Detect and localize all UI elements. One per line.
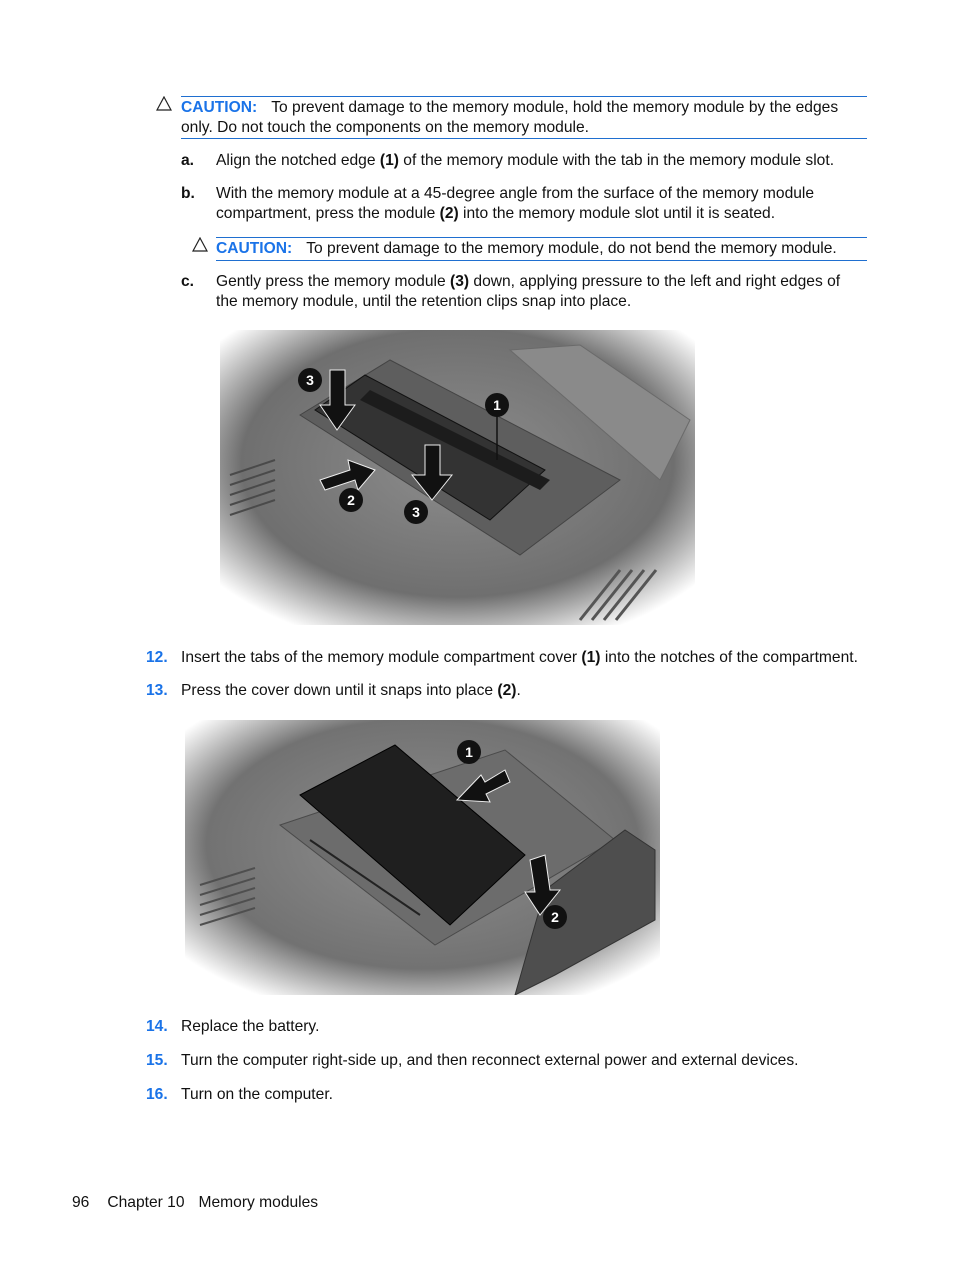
callout-number: 3: [306, 372, 314, 388]
caution-icon: [192, 237, 208, 258]
step-letter: a.: [181, 152, 195, 169]
page-footer: [72, 1193, 336, 1213]
step-text: Turn on the computer.: [181, 1086, 333, 1103]
step-letter: c.: [181, 273, 195, 290]
callout-3a: [298, 368, 322, 392]
caution-box: [181, 96, 867, 139]
page-number: 96: [72, 1194, 90, 1211]
callout-2: [339, 488, 363, 512]
step-text-part: Insert the tabs of the memory module compartment cover: [181, 649, 582, 666]
step-text: [181, 681, 861, 701]
step-number: 15.: [146, 1052, 168, 1069]
callout-1: [485, 393, 509, 417]
figure-svg: [220, 330, 695, 625]
step-number: 16.: [146, 1086, 168, 1103]
callout-3b: [404, 500, 428, 524]
chapter-title: Memory modules: [198, 1194, 319, 1211]
step-text-part: With the memory module at a 45-degree angle from the surface of the memory module compartment, press the module: [216, 185, 815, 222]
step-callout-ref: (1): [379, 152, 399, 169]
step-text-part: of the memory module with the tab in the memory module slot.: [398, 152, 835, 169]
figure-svg: [185, 720, 660, 995]
step-number: 12.: [146, 649, 168, 666]
step-text: Turn the computer right-side up, and then reconnect external power and external devices.: [181, 1052, 799, 1069]
step-number: 13.: [146, 682, 168, 699]
step-callout-ref: (3): [450, 273, 470, 290]
step-text-part: into the memory module slot until it is seated.: [458, 204, 776, 222]
step-callout-ref: (2): [439, 204, 459, 222]
callout-number: 1: [465, 744, 473, 760]
callout-number: 2: [551, 909, 559, 925]
caution-label: CAUTION:: [216, 240, 293, 257]
chapter-label: Chapter 10: [107, 1194, 185, 1211]
step-text-part: Align the notched edge: [216, 152, 380, 169]
callout-1: [457, 740, 481, 764]
step-text: Replace the battery.: [181, 1018, 320, 1035]
step-text: [181, 648, 881, 668]
caution-text: To prevent damage to the memory module, hold the memory module by the edges only. Do not touch the components on the memory module.: [181, 99, 839, 136]
step-text-part: Press the cover down until it snaps into place: [181, 682, 498, 699]
callout-number: 1: [493, 397, 501, 413]
callout-number: 3: [412, 504, 420, 520]
caution-text: To prevent damage to the memory module, do not bend the memory module.: [306, 240, 837, 257]
step-number: 14.: [146, 1018, 168, 1035]
callout-number: 2: [347, 492, 355, 508]
caution-icon: [156, 96, 172, 117]
caution-box: [216, 237, 867, 261]
compartment-cover-illustration: [185, 720, 660, 1001]
memory-module-install-illustration: [220, 330, 695, 631]
step-text: [216, 272, 866, 311]
step-letter: b.: [181, 185, 195, 202]
step-text-part: .: [516, 682, 521, 699]
step-text-part: into the notches of the compartment.: [600, 649, 858, 666]
step-callout-ref: (1): [581, 649, 601, 666]
step-text: [216, 184, 856, 223]
caution-label: CAUTION:: [181, 99, 258, 116]
step-callout-ref: (2): [497, 682, 517, 699]
step-text: [216, 151, 868, 171]
step-text-part: down, applying pressure to the left and right edges of the memory module, until the retention clips snap into place.: [216, 273, 841, 310]
callout-2: [543, 905, 567, 929]
step-text-part: Gently press the memory module: [216, 273, 450, 290]
